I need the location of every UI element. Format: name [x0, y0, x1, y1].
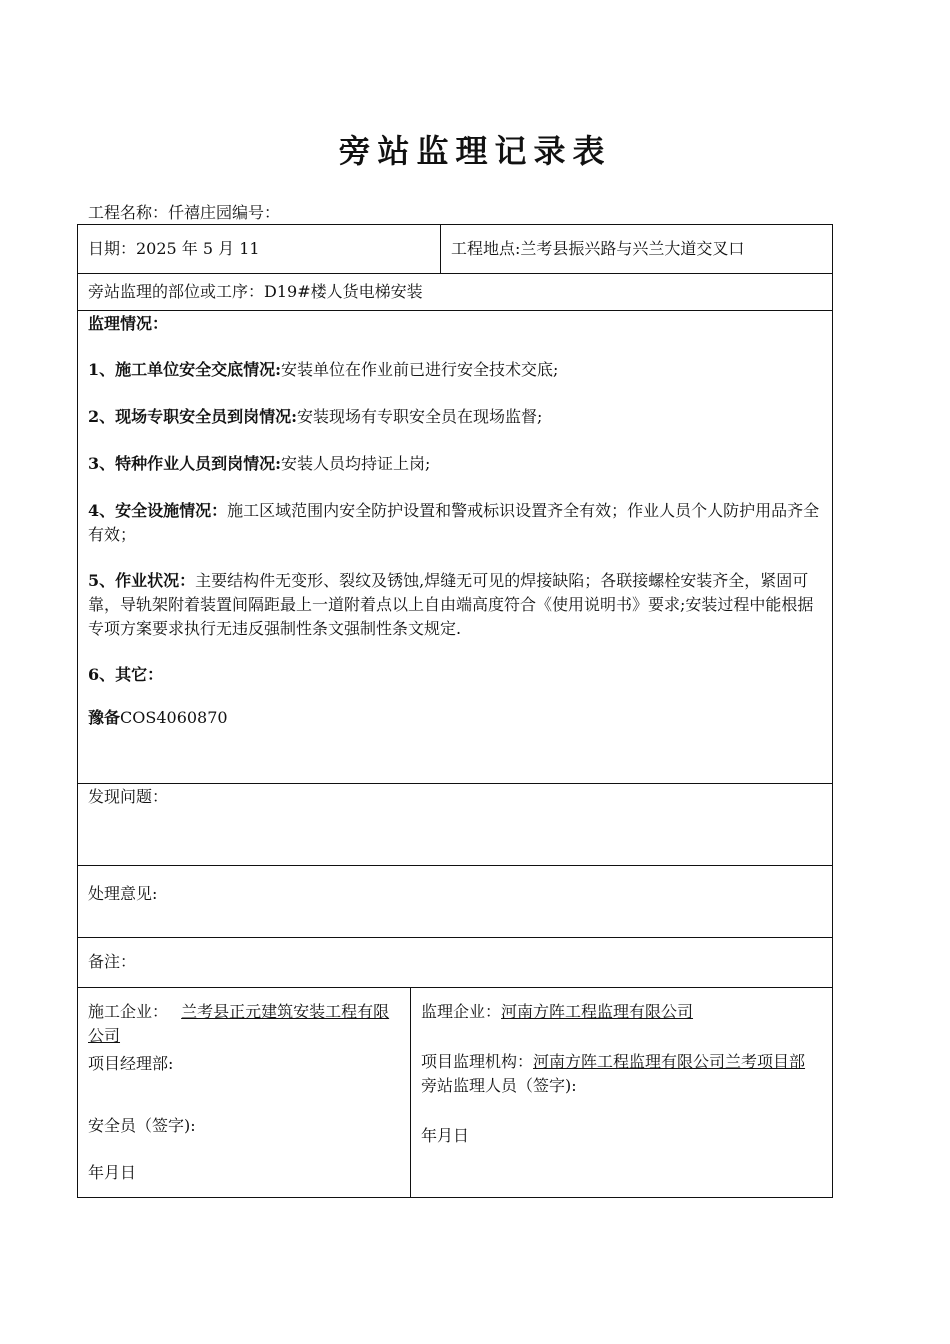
safety-officer-signature: 安全员（签字): [88, 1116, 196, 1135]
item-text: 施工区域范围内安全防护设置和警戒标识设置齐全有效；作业人员个人防护用品齐全有效； [88, 501, 820, 544]
certificate-line [88, 706, 824, 730]
supervisor-company-label: 监理企业： [421, 1002, 502, 1021]
item-label: 2、现场专职安全员到岗情况: [88, 407, 298, 426]
construction-company-name: 兰考县正元建筑安装工程有限公司 [88, 1002, 390, 1045]
supervision-item [88, 358, 824, 382]
item-text: 安装单位在作业前已进行安全技术交底; [281, 360, 559, 379]
construction-date: 年月日 [88, 1163, 137, 1182]
supervision-item [88, 499, 824, 547]
supervisor-company-name: 河南方阵工程监理有限公司 [501, 1002, 694, 1021]
supervision-item [88, 452, 824, 476]
handling-row [78, 865, 832, 937]
certificate-label: 豫备 [88, 708, 121, 727]
date-location-row [78, 225, 832, 273]
supervision-cell [78, 311, 832, 783]
remarks-row [78, 937, 832, 987]
handling-cell: 处理意见: [88, 884, 158, 903]
supervisor-agency-line [421, 1050, 824, 1074]
item-label: 6、其它： [88, 665, 164, 684]
issues-row [78, 783, 832, 865]
item-label: 4、安全设施情况： [88, 501, 228, 520]
supervisor-agency-name: 河南方阵工程监理有限公司兰考项目部 [533, 1052, 806, 1071]
supervision-item [88, 569, 824, 641]
item-label: 5、作业状况： [88, 571, 196, 590]
supervision-item [88, 663, 824, 687]
construction-company-line [88, 1000, 402, 1048]
position-row [78, 273, 832, 310]
supervisor-cell [410, 988, 832, 1197]
issues-cell: 发现问题： [88, 787, 169, 806]
item-label: 1、施工单位安全交底情况: [88, 360, 282, 379]
item-label: 3、特种作业人员到岗情况: [88, 454, 282, 473]
signature-row [78, 987, 832, 1197]
construction-cell [78, 988, 410, 1197]
item-text: 安装人员均持证上岗; [281, 454, 431, 473]
construction-company-label: 施工企业： [88, 1002, 169, 1021]
item-text: 安装现场有专职安全员在现场监督; [297, 407, 543, 426]
supervision-item [88, 405, 824, 429]
pm-dept: 项目经理部: [88, 1054, 174, 1073]
page-title: 旁站监理记录表 [338, 132, 612, 170]
location-cell: 工程地点:兰考县振兴路与兴兰大道交叉口 [440, 225, 832, 273]
supervisor-company-line [421, 1000, 824, 1024]
supervisor-date: 年月日 [421, 1126, 470, 1145]
record-table [77, 224, 833, 1198]
certificate-number: COS4060870 [120, 708, 228, 727]
supervision-heading: 监理情况： [88, 314, 169, 333]
supervisor-agency-label: 项目监理机构： [421, 1052, 534, 1071]
position-cell: 旁站监理的部位或工序：D19#楼人货电梯安装 [88, 282, 423, 301]
supervisor-person-signature: 旁站监理人员（签字): [421, 1076, 577, 1095]
date-cell: 日期：2025 年 5 月 11 [88, 239, 260, 258]
item-text: 主要结构件无变形、裂纹及锈蚀,焊缝无可见的焊接缺陷；各联接螺栓安装齐全，紧固可靠，导轨架附着装置间隔距最上一道附着点以上自由端高度符合《使用说明书》要求;安装过程中能根据专项方案要求执行无违反强制性条文强制性条文规定. [88, 571, 814, 638]
supervision-row [78, 310, 832, 783]
remarks-cell: 备注： [88, 952, 137, 971]
project-name-line: 工程名称：仟禧庄园编号： [88, 200, 280, 225]
